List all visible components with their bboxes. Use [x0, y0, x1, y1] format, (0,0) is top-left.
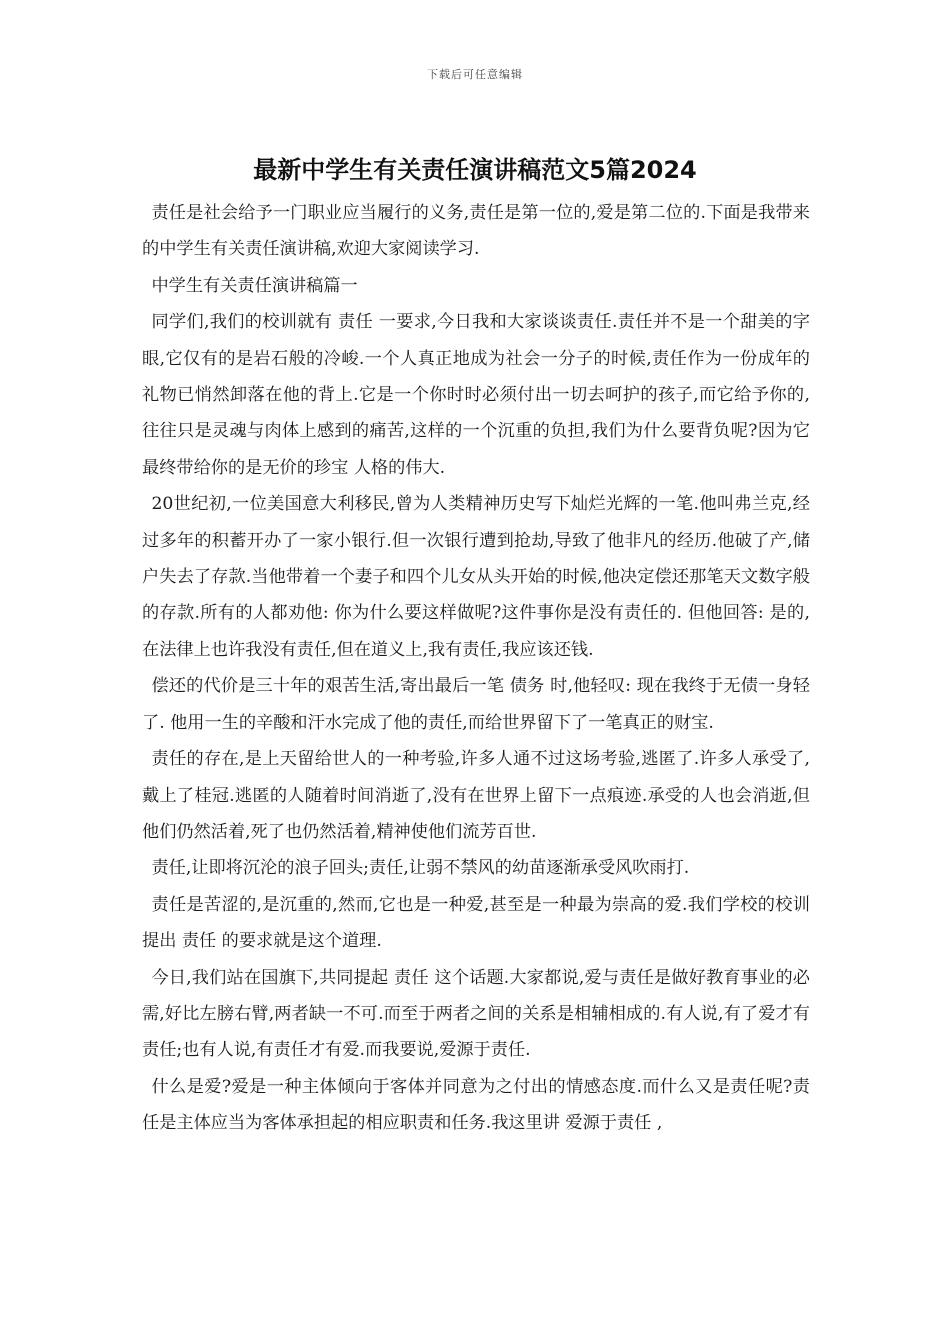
document-body	[142, 195, 810, 1142]
body-paragraph: 偿还的代价是三十年的艰苦生活,寄出最后一笔 债务 时,他轻叹: 现在我终于无债一身轻了. 他用一生的辛酸和汗水完成了他的责任,而给世界留下了一笔真正的财宝.	[142, 676, 810, 733]
body-paragraph: 今日,我们站在国旗下,共同提起 责任 这个话题.大家都说,爱与责任是做好教育事业的必需,好比左膀右臂,两者缺一不可.而至于两者之间的关系是相辅相成的.有人说,有了爱才有责任;也有人说,有责任才有爱.而我要说,爱源于责任.	[142, 967, 810, 1061]
body-paragraph: 责任的存在,是上天留给世人的一种考验,许多人通不过这场考验,逃匿了.许多人承受了,戴上了桂冠.逃匿的人随着时间消逝了,没有在世界上留下一点痕迹.承受的人也会消逝,但他们仍然活着,死了也仍然活着,精神使他们流芳百世.	[142, 749, 810, 842]
body-paragraph: 20世纪初,一位美国意大利移民,曾为人类精神历史写下灿烂光辉的一笔.他叫弗兰克,经过多年的积蓄开办了一家小银行.但一次银行遭到抢劫,导致了他非凡的经历.他破了产,储户失去了存款.当他带着一个妻子和四个儿女从头开始的时候,他决定偿还那笔天文数字般的存款.所有的人都劝他: 你为什么要这样做呢?这件事你是没有责任的. 但他回答: 是的,在法律上也许我没有责任,但在道义上,我有责任,我应该还钱.	[142, 494, 810, 660]
body-paragraph: 责任是苦涩的,是沉重的,然而,它也是一种爱,甚至是一种最为崇高的爱.我们学校的校训提出 责任 的要求就是这个道理.	[142, 894, 810, 952]
section-heading: 中学生有关责任演讲稿篇一	[151, 275, 358, 296]
body-paragraph: 同学们,我们的校训就有 责任 一要求,今日我和大家谈谈责任.责任并不是一个甜美的字眼,它仅有的是岩石般的冷峻.一个人真正地成为社会一分子的时候,责任作为一份成年的礼物已悄然卸落在他的背上.它是一个你时时必须付出一切去呵护的孩子,而它给予你的,往往只是灵魂与肉体上感到的痛苦,这样的一个沉重的负担,我们为什么要背负呢?因为它最终带给你的是无价的珍宝 人格的伟大.	[142, 312, 810, 478]
document-title: 最新中学生有关责任演讲稿范文5篇2024	[253, 156, 697, 184]
body-paragraph: 责任,让即将沉沦的浪子回头;责任,让弱不禁风的幼苗逐渐承受风吹雨打.	[151, 858, 690, 879]
body-paragraph: 什么是爱?爱是一种主体倾向于客体并同意为之付出的情感态度.而什么又是责任呢?责任是主体应当为客体承担起的相应职责和任务.我这里讲 爱源于责任 ,	[142, 1076, 810, 1134]
page-header-note: 下载后可任意编辑	[427, 68, 523, 81]
intro-paragraph: 责任是社会给予一门职业应当履行的义务,责任是第一位的,爱是第二位的.下面是我带来的中学生有关责任演讲稿,欢迎大家阅读学习.	[142, 203, 810, 260]
